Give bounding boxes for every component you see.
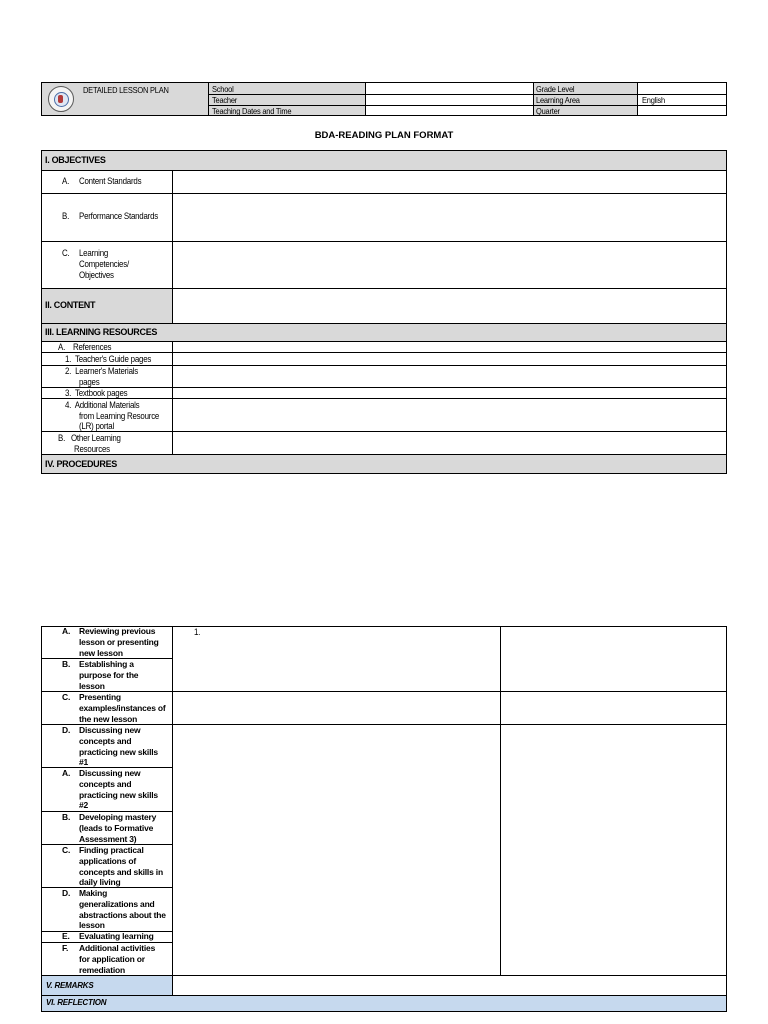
grade-level-label: Grade Level <box>536 84 575 94</box>
procedure-item-text: the new lesson <box>79 713 138 724</box>
procedure-item-text: #2 <box>79 800 89 811</box>
learning-area-value[interactable]: English <box>642 95 666 105</box>
procedure-item-text: practicing new skills <box>79 746 158 757</box>
objectives-heading: I. OBJECTIVES <box>45 155 106 165</box>
procedure-item-text: applications of <box>79 855 136 866</box>
procedure-item-text: remediation <box>79 964 125 975</box>
procedure-item-text: (leads to Formative <box>79 822 154 833</box>
procedure-item-text: lesson <box>79 920 105 931</box>
procedure-item-letter: D. <box>62 888 71 898</box>
procedure-item-text: Reviewing previous <box>79 626 156 636</box>
procedure-item-letter: A. <box>62 768 71 778</box>
procedure-item-text: concepts and <box>79 778 132 789</box>
procedure-item-text: Discussing new <box>79 725 141 735</box>
school-label: School <box>212 84 234 94</box>
procedure-item-text: abstractions about the <box>79 909 166 920</box>
other-resources-label: B. Other Learning <box>58 433 121 443</box>
procedure-item-text: daily living <box>79 877 121 888</box>
learners-materials-label-2: pages <box>79 377 100 387</box>
format-title: BDA-READING PLAN FORMAT <box>314 130 454 141</box>
procedure-item-text: Developing mastery <box>79 812 157 822</box>
procedure-item-text: Evaluating learning <box>79 931 154 941</box>
procedure-item-letter: E. <box>62 931 70 941</box>
reflection-heading: VI. REFLECTION <box>46 998 107 1007</box>
performance-standards-label: Performance Standards <box>79 211 159 221</box>
procedure-item-letter: F. <box>62 943 69 953</box>
procedure-item-text: Discussing new <box>79 768 141 778</box>
deped-seal-icon <box>48 86 74 112</box>
competencies-line1: Learning <box>79 248 109 258</box>
procedure-item-letter: A. <box>62 626 71 636</box>
remarks-heading: V. REMARKS <box>46 981 94 990</box>
learners-materials-label: 2. Learner's Materials <box>65 366 139 376</box>
procedure-item-text: concepts and skills in <box>79 866 163 877</box>
procedure-item-text: Assessment 3) <box>79 833 137 844</box>
content-standards-label: Content Standards <box>79 176 142 186</box>
other-resources-label-2: Resources <box>74 444 110 454</box>
teachers-guide-label: 1. Teacher's Guide pages <box>65 354 152 364</box>
content-heading: II. CONTENT <box>45 300 96 310</box>
procedure-item-text: lesson or presenting <box>79 636 159 647</box>
procedure-item-text: Making <box>79 888 108 898</box>
teaching-dates-label: Teaching Dates and Time <box>212 106 292 116</box>
textbook-pages-label: 3. Textbook pages <box>65 388 128 398</box>
procedure-item-letter: B. <box>62 812 71 822</box>
procedure-item-letter: C. <box>62 692 71 702</box>
procedure-item-text: Establishing a <box>79 659 134 669</box>
competencies-line3: Objectives <box>79 270 114 280</box>
procedure-first-item: 1. <box>194 627 201 637</box>
procedure-item-text: generalizations and <box>79 898 155 909</box>
header-table <box>41 82 727 116</box>
procedure-item-text: purpose for the <box>79 669 139 680</box>
procedure-item-text: #1 <box>79 757 89 768</box>
procedure-item-text: examples/instances of <box>79 702 166 713</box>
procedure-item-text: concepts and <box>79 735 132 746</box>
quarter-label: Quarter <box>536 106 560 116</box>
obj-a-letter: A. <box>62 176 70 186</box>
procedure-item-text: Additional activities <box>79 943 156 953</box>
procedure-item-text: lesson <box>79 680 105 691</box>
procedure-item-text: Finding practical <box>79 845 144 855</box>
procedures-heading: IV. PROCEDURES <box>45 459 117 469</box>
procedure-item-text: Presenting <box>79 692 121 702</box>
procedure-item-letter: C. <box>62 845 71 855</box>
procedure-item-text: new lesson <box>79 647 123 658</box>
header-logo-cell <box>42 83 208 115</box>
additional-materials-label-3: (LR) portal <box>79 421 114 431</box>
references-label: A. References <box>58 342 112 352</box>
additional-materials-label-2: from Learning Resource <box>79 411 160 421</box>
obj-c-letter: C. <box>62 248 70 258</box>
additional-materials-label: 4. Additional Materials <box>65 400 140 410</box>
plan-label: DETAILED LESSON PLAN <box>83 85 169 95</box>
procedure-item-text: for application or <box>79 953 145 964</box>
procedure-item-letter: D. <box>62 725 71 735</box>
teacher-label: Teacher <box>212 95 238 105</box>
learning-resources-heading: III. LEARNING RESOURCES <box>45 327 158 337</box>
learning-area-label: Learning Area <box>536 95 580 105</box>
competencies-line2: Competencies/ <box>79 259 129 269</box>
obj-b-letter: B. <box>62 211 70 221</box>
procedure-item-letter: B. <box>62 659 71 669</box>
procedure-item-text: practicing new skills <box>79 789 158 800</box>
